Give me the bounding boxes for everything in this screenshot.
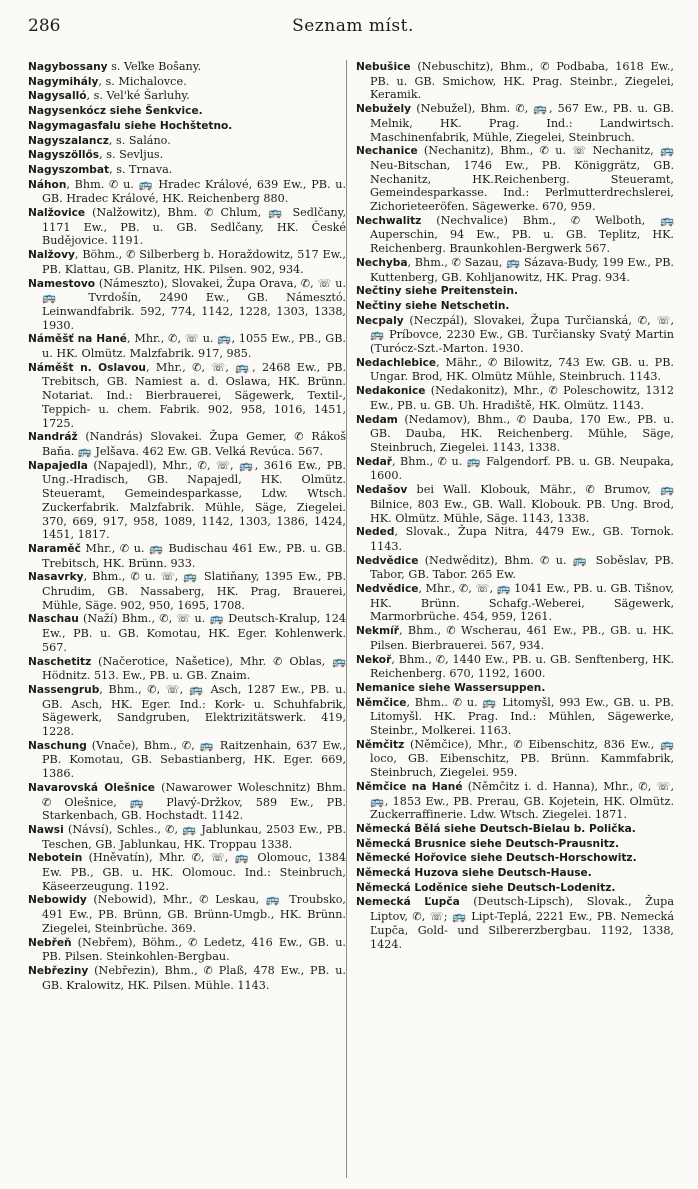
entry-headword: Neded — [356, 526, 395, 539]
gazetteer-entry — [28, 430, 346, 458]
gazetteer-entry — [356, 822, 674, 837]
gazetteer-entry — [356, 780, 674, 822]
entry-headword: Nedakonice — [356, 385, 426, 398]
gazetteer-entry — [28, 851, 346, 893]
gazetteer-entry — [356, 483, 674, 525]
gazetteer-entry — [356, 837, 674, 852]
entry-headword: Nagymagasfalu siehe Hochštetno. — [28, 119, 233, 132]
entry-headword: Napajedla — [28, 459, 88, 472]
entry-text: , Bhm.. ✆ u. 🚌 Litomyšl, 993 Ew., GB. u. PB. Litomyšl. HK. Prag. Ind.: Mühlen, Sägewerke, Steinbr., Molkerei. 1163. — [370, 695, 674, 738]
entry-headword: Nemecká Ľupča — [356, 896, 460, 909]
entry-headword: Nagyszombat — [28, 163, 110, 176]
entry-text: , Mhr., ✆, ☏ u. 🚌, 1055 Ew., PB., GB. u. HK. Olmütz. Malzfabrik. 917, 985. — [42, 332, 346, 361]
entry-text: (Nedwěditz), Bhm. ✆ u. 🚌 Soběslav, PB. Tabor, GB. Tabor. 265 Ew. — [370, 553, 674, 582]
entry-headword: Němčitz — [356, 738, 405, 751]
gazetteer-entry — [356, 102, 674, 144]
entry-headword: Naschetitz — [28, 655, 92, 668]
gazetteer-entry — [28, 332, 346, 360]
gazetteer-entry — [28, 964, 346, 992]
entry-headword: Německá Huzova siehe Deutsch-Hause. — [356, 867, 592, 880]
entry-headword: Nebowidy — [28, 894, 87, 907]
entry-headword: Německá Brusnice siehe Deutsch-Prausnitz. — [356, 837, 619, 850]
entry-headword: Nebřeň — [28, 936, 72, 949]
entry-headword: Nedachlebice — [356, 356, 437, 369]
entry-headword: Nedvědice — [356, 554, 419, 567]
entry-text: (Načerotice, Našetice), Mhr. ✆ Oblas, 🚌 Hödnitz. 513. Ew., PB. u. GB. Znaim. — [42, 654, 346, 683]
entry-headword: Nedam — [356, 413, 398, 426]
entry-text: , Bhm., ✆ u. ☏, 🚌 Slatiňany, 1395 Ew., PB. Chrudim, GB. Nassaberg, HK. Prag, Brauerei, Mühle, Säge. 902, 950, 1695, 1708. — [42, 570, 346, 612]
gazetteer-entry — [28, 104, 346, 119]
gazetteer-entry — [28, 936, 346, 964]
entry-headword: Nagymihály — [28, 75, 99, 88]
entry-headword: Nečtiny siehe Netschetin. — [356, 299, 510, 312]
entry-headword: Nechyba — [356, 256, 408, 269]
page-header — [28, 12, 678, 40]
entry-text: , s. Saláno. — [108, 133, 171, 147]
gazetteer-entry — [28, 206, 346, 248]
entry-text: , Slovak., Župa Nitra, 4479 Ew., GB. Tornok. 1143. — [370, 525, 674, 553]
entry-text: (Vnače), Bhm., ✆, 🚌 Raitzenhain, 637 Ew., PB. Komotau, GB. Sebastianberg, HK. Eger. 669, 1386. — [42, 738, 346, 781]
entry-text: (Nalžowitz), Bhm. ✆ Chlum, 🚌 Sedlčany, 1171 Ew., PB. u. GB. Sedlčany, HK. České Budějovice. 1191. — [42, 206, 346, 248]
entry-headword: Namestovo — [28, 277, 96, 290]
entry-text: (Nawarower Woleschnitz) Bhm. ✆ Olešnice, 🚌 Plavý-Držkov, 589 Ew., PB. Starkenbach, GB. Hochstadt. 1142. — [42, 780, 346, 823]
entry-text: , Mhr., ✆, ☏, 🚌, 2468 Ew., PB. Trebitsch, GB. Namiest a. d. Oslawa, HK. Brünn. Notariat. Ind.: Bierbrauerei, Sägewerk, Textil-, Teppich- u. chem. Fabrik. 902, 958, 1016, 1451, 1725. — [42, 360, 347, 430]
gazetteer-entry — [28, 163, 346, 178]
entry-headword: Nassengrub — [28, 683, 100, 696]
gazetteer-entry — [28, 178, 346, 206]
entry-text: (Nebřem), Böhm., ✆ Ledetz, 416 Ew., GB. u. PB. Pilsen. Steinkohlen-Bergbau. — [42, 935, 346, 964]
gazetteer-entry — [28, 119, 346, 134]
entry-text: (Nechvalice) Bhm., ✆ Welboth, 🚌 Auperschin, 94 Ew., PB. u. GB. Teplitz, HK. Reichenberg. Braunkohlen-Bergwerk 567. — [370, 213, 674, 256]
entry-text: bei Wall. Klobouk, Mähr., ✆ Brumov, 🚌 Bilnice, 803 Ew., GB. Wall. Klobouk. PB. Ung. Brod, HK. Olmütz. Mühle, Säge. 1143, 1338. — [370, 483, 674, 525]
entry-text: , s. Michalovce. — [98, 74, 187, 88]
gazetteer-entry — [28, 739, 346, 781]
gazetteer-entry — [28, 781, 346, 823]
gazetteer-entry — [28, 148, 346, 163]
entry-text: (Hněvatín), Mhr. ✆, ☏, 🚌 Olomouc, 1384 Ew. PB., GB. u. HK. Olomouc. Ind.: Steinbruch, Käseerzeugung. 1192. — [42, 851, 346, 893]
gazetteer-entry — [356, 851, 674, 866]
gazetteer-entry — [356, 738, 674, 780]
entry-text: (Návsí), Schles., ✆, 🚌 Jablunkau, 2503 Ew., PB. Teschen, GB. Jablunkau, HK. Troppau 1338. — [42, 822, 346, 851]
gazetteer-entry — [28, 361, 346, 431]
gazetteer-entry — [356, 554, 674, 582]
entry-text: (Nebowid), Mhr., ✆ Leskau, 🚌 Troubsko, 491 Ew., PB. Brünn, GB. Brünn-Umgb., HK. Brünn. Ziegelei, Steinbrüche. 369. — [42, 893, 346, 935]
entry-headword: Náměšť na Hané — [28, 333, 127, 346]
gazetteer-entry — [356, 144, 674, 214]
gazetteer-entry — [28, 60, 346, 75]
entry-headword: Necpaly — [356, 314, 404, 327]
gazetteer-entry — [356, 413, 674, 455]
gazetteer-entry — [356, 866, 674, 881]
gazetteer-entry — [356, 895, 674, 951]
entry-headword: Němčice — [356, 696, 407, 709]
entry-headword: Nagyszöllős — [28, 149, 100, 162]
entry-headword: Nalžovice — [28, 207, 86, 220]
entry-text: , s. Vel'ké Šarluhy. — [86, 89, 190, 103]
entry-headword: Naraměč — [28, 542, 81, 555]
gazetteer-entry — [356, 624, 674, 652]
entry-headword: Nedař — [356, 455, 393, 468]
left-column — [28, 60, 346, 992]
entry-text: (Deutsch-Lipsch), Slovak., Župa Liptov, ✆, ☏; 🚌 Lipt-Teplá, 2221 Ew., PB. Nemecká Ľupča, Gold- und Silbererzbergbau. 1192, 1338, 1424. — [370, 895, 674, 951]
entry-headword: Nagybossany — [28, 61, 108, 73]
entry-text: (Nebřezin), Bhm., ✆ Plaß, 478 Ew., PB. u. GB. Kralowitz, HK. Pilsen. Mühle. 1143. — [42, 964, 346, 992]
gazetteer-entry — [356, 60, 674, 102]
entry-text: , Mhr., ✆, ☏, 🚌 1041 Ew., PB. u. GB. Tišnov, HK. Brünn. Schafg.-Weberei, Sägewerk, Marmorbrüche. 454, 959, 1261. — [370, 582, 674, 624]
entry-text: (Námeszto), Slovakei, Župa Orava, ✆, ☏ u. 🚌 Tvrdošín, 2490 Ew., GB. Námesztó. Leinwandfabrik. 592, 774, 1142, 1228, 1303, 1338, 1930. — [42, 276, 346, 332]
entry-text: (Nebužel), Bhm. ✆, 🚌, 567 Ew., PB. u. GB. Melnik, HK. Prag. Ind.: Landwirtsch. Maschinenfabrik, Mühle, Ziegelei, Steinbruch. — [370, 102, 674, 144]
gazetteer-entry — [28, 823, 346, 851]
entry-headword: Nasavrky — [28, 571, 84, 584]
gazetteer-entry — [356, 284, 674, 299]
gazetteer-entry — [28, 75, 346, 90]
entry-text: , Bhm., ✆ u. 🚌 Falgendorf. PB. u. GB. Neupaka, 1600. — [370, 454, 674, 483]
page-number: 286 — [28, 16, 61, 36]
entry-headword: Němčice na Hané — [356, 780, 463, 793]
entry-headword: Naschau — [28, 613, 79, 626]
entry-headword: Nebužely — [356, 103, 412, 116]
entry-headword: Nedašov — [356, 484, 408, 497]
gazetteer-entry — [28, 570, 346, 612]
gazetteer-entry — [356, 384, 674, 412]
gazetteer-entry — [356, 299, 674, 314]
gazetteer-entry — [28, 248, 346, 276]
entry-headword: Nebotein — [28, 852, 83, 865]
entry-text: (Neczpál), Slovakei, Župa Turčianská, ✆, ☏, 🚌 Príbovce, 2230 Ew., GB. Turčiansky Svatý Martin (Turócz-Szt.-Marton. 1930. — [370, 313, 674, 356]
entry-text: (Nandrás) Slovakei. Župa Gemer, ✆ Rákoš Baňa. 🚌 Jelšava. 462 Ew. GB. Velká Revúca. 567. — [42, 430, 346, 458]
gazetteer-entry — [28, 542, 346, 570]
entry-headword: Německá Bělá siehe Deutsch-Bielau b. Polička. — [356, 822, 636, 835]
entry-text: Mhr., ✆ u. 🚌 Budischau 461 Ew., PB. u. GB. Trebitsch, HK. Brünn. 933. — [42, 541, 346, 570]
entry-text: , Böhm., ✆ Silberberg b. Horaždowitz, 517 Ew., PB. Klattau, GB. Planitz, HK. Pilsen. 902, 934. — [42, 248, 346, 276]
gazetteer-entry — [28, 683, 346, 739]
entry-text: , s. Sevljus. — [99, 148, 164, 162]
entry-headword: Nečtiny siehe Preitenstein. — [356, 285, 519, 298]
gazetteer-entry — [356, 525, 674, 553]
entry-headword: Nechanice — [356, 145, 418, 158]
right-column — [356, 60, 674, 951]
entry-text: s. Veľke Bošany. — [107, 60, 202, 73]
entry-text: , Bhm., ✆ Wscherau, 461 Ew., PB., GB. u. HK. Pilsen. Bierbrauerei. 567, 934. — [370, 624, 674, 652]
entry-headword: Nechwalitz — [356, 214, 422, 227]
entry-headword: Nebušice — [356, 61, 411, 73]
gazetteer-entry — [356, 681, 674, 696]
gazetteer-entry — [356, 696, 674, 738]
entry-headword: Nagysenkócz siehe Šenkvice. — [28, 105, 203, 118]
entry-headword: Nagyszalancz — [28, 134, 109, 147]
gazetteer-entry — [356, 256, 674, 284]
entry-headword: Nawsi — [28, 823, 64, 836]
entry-text: (Nedakonitz), Mhr., ✆ Poleschowitz, 1312 Ew., PB. u. GB. Uh. Hradiště, HK. Olmütz. 1143. — [370, 384, 674, 412]
entry-headword: Náměšt n. Oslavou — [28, 361, 146, 374]
entry-text: (Nebuschitz), Bhm., ✆ Podbaba, 1618 Ew., PB. u. GB. Smichow, HK. Prag. Steinbr., Ziegelei, Keramik. — [370, 60, 674, 102]
entry-headword: Nemanice siehe Wassersuppen. — [356, 681, 546, 694]
entry-headword: Nebřeziny — [28, 965, 89, 977]
entry-text: (Němčice), Mhr., ✆ Eibenschitz, 836 Ew., 🚌 loco, GB. Eibenschitz, PB. Brünn. Kammfabrik, Steinbruch, Ziegelei. 959. — [370, 737, 674, 780]
entry-headword: Nekmíř — [356, 625, 399, 638]
entry-headword: Naschung — [28, 739, 87, 752]
entry-text: , s. Trnava. — [109, 162, 173, 176]
gazetteer-entry — [356, 356, 674, 384]
entry-headword: Nalžovy — [28, 249, 75, 262]
column-divider — [346, 60, 347, 1178]
gazetteer-entry — [28, 89, 346, 104]
gazetteer-entry — [28, 893, 346, 935]
entry-headword: Nedvědice — [356, 583, 419, 596]
entry-text: , Bhm., ✆, 1440 Ew., PB. u. GB. Senftenberg, HK. Reichenberg. 670, 1192, 1600. — [370, 652, 674, 681]
entry-headword: Navarovská Olešnice — [28, 781, 155, 794]
gazetteer-entry — [356, 455, 674, 483]
entry-text: , Mähr., ✆ Bilowitz, 743 Ew. GB. u. PB. Ungar. Brod, HK. Olmütz Mühle, Steinbruch. 1143. — [370, 355, 674, 384]
gazetteer-entry — [356, 653, 674, 681]
entry-headword: Náhon — [28, 178, 67, 191]
entry-headword: Německá Loděnice siehe Deutsch-Lodenitz. — [356, 881, 616, 894]
entry-text: , Bhm., ✆, ☏, 🚌 Asch, 1287 Ew., PB. u. GB. Asch, HK. Eger. Ind.: Kork- u. Schuhfabrik, Sägewerk, Sandgruben, Elektrizitätswerk. 419, 1228. — [42, 682, 346, 739]
running-head: Seznam míst. — [292, 16, 414, 36]
gazetteer-entry — [28, 459, 346, 542]
entry-text: , Bhm. ✆ u. 🚌 Hradec Králové, 639 Ew., PB. u. GB. Hradec Králové, HK. Reichenberg 880. — [42, 177, 346, 206]
entry-text: (Nedamov), Bhm., ✆ Dauba, 170 Ew., PB. u. GB. Dauba, HK. Reichenberg. Mühle, Säge, Steinbruch, Ziegelei. 1143, 1338. — [370, 412, 674, 454]
gazetteer-entry — [356, 881, 674, 896]
entry-text: (Němčitz i. d. Hanna), Mhr., ✆, ☏, 🚌, 1853 Ew., PB. Prerau, GB. Kojetein, HK. Olmütz. Zuckerraffinerie. Ldw. Wtsch. Ziegelei. 1871. — [370, 779, 674, 822]
entry-headword: Nekoř — [356, 653, 392, 666]
entry-text: (Nechanitz), Bhm., ✆ u. ☏ Nechanitz, 🚌 Neu-Bitschan, 1746 Ew., PB. Königgrätz, GB. Nechanitz, HK.Reichenberg. Steueramt, Gemeindesparkasse. Ind.: Perlmutterdrechslerei, Zichorieteeröfen. Sägewerke. 670, 959. — [370, 144, 674, 214]
entry-text: (Naží) Bhm., ✆, ☏ u. 🚌 Deutsch-Kralup, 124 Ew., PB. u. GB. Komotau, HK. Eger. Kohlenwerk. 567. — [42, 612, 346, 654]
gazetteer-entry — [356, 214, 674, 256]
entry-headword: Nagysalló — [28, 90, 87, 103]
gazetteer-entry — [356, 314, 674, 356]
gazetteer-entry — [356, 582, 674, 624]
gazetteer-entry — [28, 612, 346, 654]
entry-text: , Bhm., ✆ Sazau, 🚌 Sázava-Budy, 199 Ew., PB. Kuttenberg, GB. Kohljanowitz, HK. Prag. 934. — [370, 255, 674, 284]
gazetteer-entry — [28, 277, 346, 333]
gazetteer-entry — [28, 134, 346, 149]
entry-headword: Německé Hořovice siehe Deutsch-Horschowitz. — [356, 852, 637, 865]
gazetteer-entry — [28, 655, 346, 683]
entry-text: (Napajedl), Mhr., ✆, ☏, 🚌, 3616 Ew., PB. Ung.-Hradisch, GB. Napajedl, HK. Olmütz. Steueramt, Gemeindesparkasse, Ldw. Wtsch. Zuckerfabrik. Malzfabrik. Mühle, Säge, Ziegelei. 370, 669, 917, 958, 1089, 1142, 1303, 1386, 1424, 1451, 1817. — [42, 458, 346, 542]
entry-headword: Nandráž — [28, 431, 78, 444]
